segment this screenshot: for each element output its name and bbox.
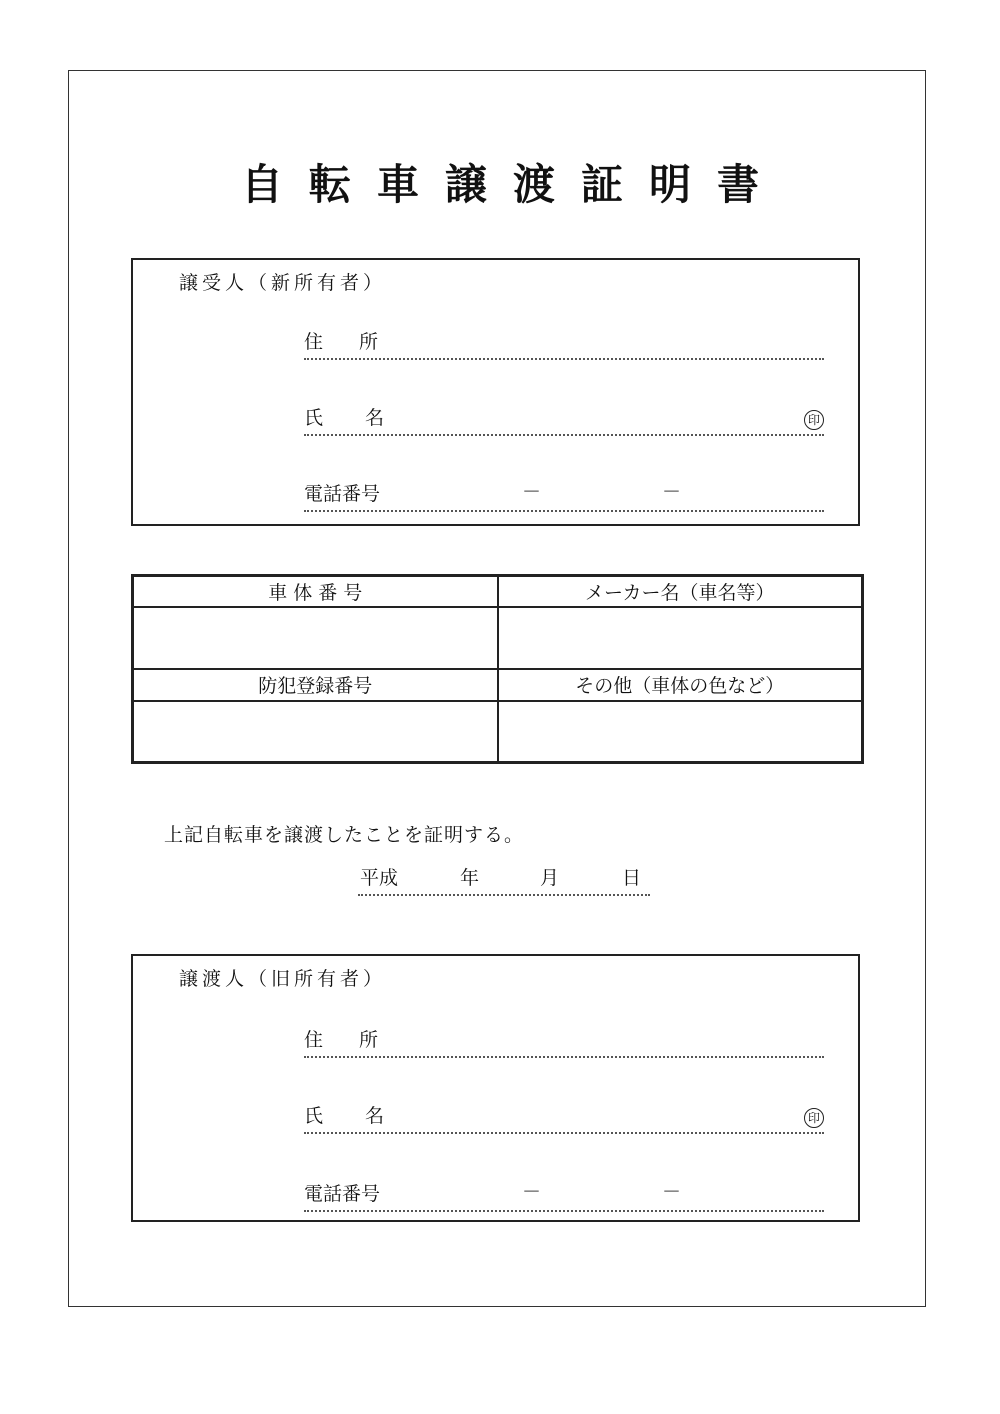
transferee-heading: 譲受人（新所有者） (179, 272, 387, 294)
transferee-name-label: 氏名 (304, 407, 427, 429)
transferor-heading: 譲渡人（旧所有者） (179, 968, 387, 990)
crime-prevention-header: 防犯登録番号 (133, 669, 498, 701)
transferee-address-label: 住所 (304, 331, 415, 353)
transferor-section (131, 954, 860, 1222)
date-era: 平成 (360, 867, 399, 889)
document-title: 自転車譲渡証明書 (240, 160, 785, 209)
transferee-seal-mark: 印 (804, 410, 824, 430)
transferee-phone-separator-2: － (662, 481, 682, 503)
transferor-name-field[interactable] (304, 1102, 824, 1134)
transferor-address-label: 住所 (304, 1029, 415, 1051)
date-field[interactable] (358, 866, 650, 896)
maker-cell[interactable] (498, 607, 863, 669)
transferee-phone-separator-1: － (522, 481, 542, 503)
transferor-phone-field[interactable] (304, 1180, 824, 1212)
other-cell[interactable] (498, 701, 863, 763)
transferor-phone-separator-1: － (522, 1181, 542, 1203)
transferor-name-label: 氏名 (304, 1105, 427, 1127)
date-day-label: 日 (622, 867, 642, 889)
transferor-phone-separator-2: － (662, 1181, 682, 1203)
date-month-label: 月 (540, 867, 560, 889)
maker-header: メーカー名（車名等） (498, 576, 863, 608)
transferor-seal-mark: 印 (804, 1108, 824, 1128)
bicycle-info-table (131, 574, 864, 764)
certification-statement: 上記自転車を譲渡したことを証明する。 (164, 824, 525, 846)
crime-prevention-cell[interactable] (133, 701, 498, 763)
transferor-address-field[interactable] (304, 1026, 824, 1058)
transferee-section (131, 258, 860, 526)
frame-number-cell[interactable] (133, 607, 498, 669)
frame-number-header: 車 体 番 号 (133, 576, 498, 608)
transferee-phone-field[interactable] (304, 480, 824, 512)
transferor-phone-label: 電話番号 (304, 1183, 381, 1205)
transferee-name-field[interactable] (304, 404, 824, 436)
transferee-phone-label: 電話番号 (304, 483, 381, 505)
transferee-address-field[interactable] (304, 328, 824, 360)
date-year-label: 年 (460, 867, 480, 889)
other-header: その他（車体の色など） (498, 669, 863, 701)
